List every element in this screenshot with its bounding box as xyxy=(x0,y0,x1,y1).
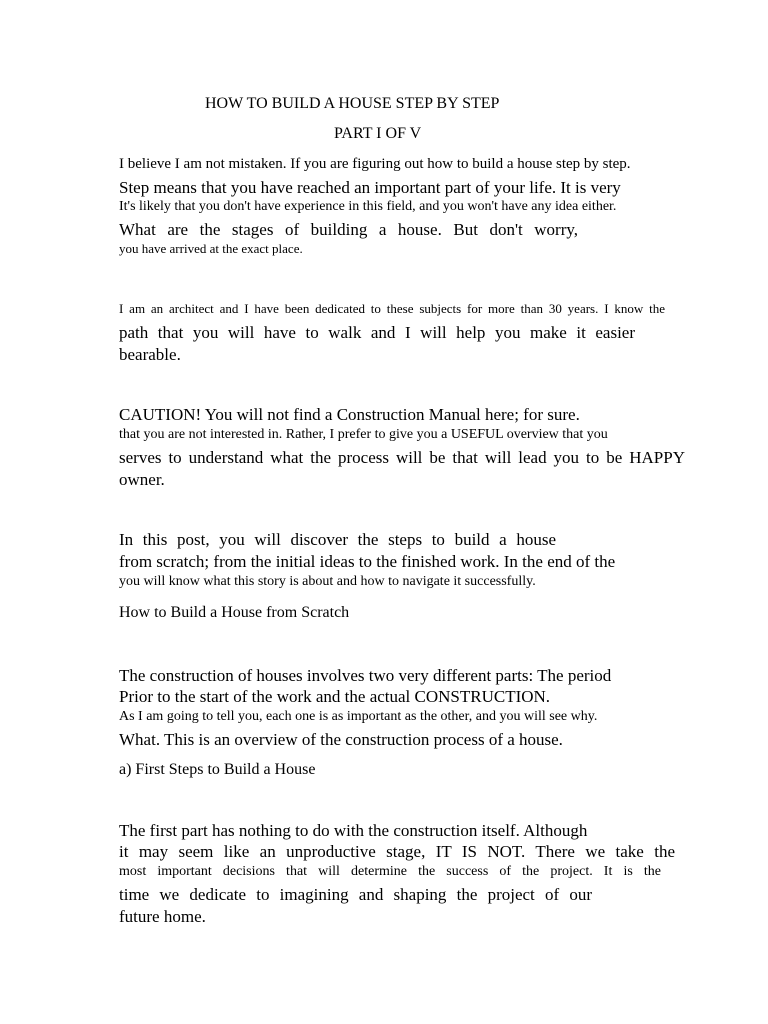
section-heading: a) First Steps to Build a House xyxy=(119,761,316,778)
body-line: you will know what this story is about and how to navigate it successfully. xyxy=(119,574,536,589)
body-line: I am an architect and I have been dedicated to these subjects for more than 30 years. I know the xyxy=(119,301,665,316)
body-line: Step means that you have reached an important part of your life. It is very xyxy=(119,178,621,197)
body-line: owner. xyxy=(119,470,165,489)
body-line: As I am going to tell you, each one is as important as the other, and you will see why. xyxy=(119,709,598,724)
body-line: CAUTION! You will not find a Construction Manual here; for sure. xyxy=(119,405,580,424)
section-heading: How to Build a House from Scratch xyxy=(119,604,350,621)
body-line: Prior to the start of the work and the actual CONSTRUCTION. xyxy=(119,687,551,706)
body-line: The first part has nothing to do with the construction itself. Although xyxy=(119,821,588,840)
body-line: you have arrived at the exact place. xyxy=(119,241,303,256)
body-line: It's likely that you don't have experience in this field, and you won't have any idea either. xyxy=(119,199,617,214)
body-line: serves to understand what the process will be that will lead you to be HAPPY xyxy=(119,448,685,467)
body-line: that you are not interested in. Rather, I prefer to give you a USEFUL overview that you xyxy=(119,427,608,442)
body-line: it may seem like an unproductive stage, IT IS NOT. There we take the xyxy=(119,842,675,861)
body-line: In this post, you will discover the steps to build a house xyxy=(119,530,556,549)
document-subtitle: PART I OF V xyxy=(334,125,422,142)
body-line: I believe I am not mistaken. If you are figuring out how to build a house step by step. xyxy=(119,156,631,172)
body-line: path that you will have to walk and I will help you make it easier xyxy=(119,323,635,342)
body-line: time we dedicate to imagining and shaping the project of our xyxy=(119,885,592,904)
body-line: from scratch; from the initial ideas to the finished work. In the end of the xyxy=(119,552,616,571)
body-line: bearable. xyxy=(119,345,181,364)
body-line: What. This is an overview of the construction process of a house. xyxy=(119,730,563,749)
body-line: most important decisions that will determine the success of the project. It is the xyxy=(119,864,661,879)
body-line: What are the stages of building a house. But don't worry, xyxy=(119,220,578,239)
body-line: The construction of houses involves two very different parts: The period xyxy=(119,666,612,685)
body-line: future home. xyxy=(119,907,206,926)
document-title: HOW TO BUILD A HOUSE STEP BY STEP xyxy=(205,95,500,112)
